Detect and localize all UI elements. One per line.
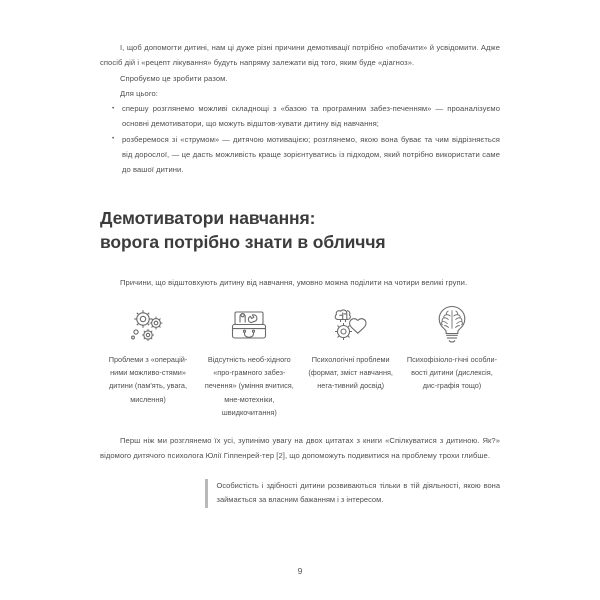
group-caption-3: Психологічні проблеми (формат, зміст навчання, нега-тивний досвід) <box>308 354 393 391</box>
list-item: • спершу розглянемо можливі складнощі з «базою та програмним забез-печенням» — проаналізуємо основні демотиватори, що можуть відштов-хувати дитину від навчання; <box>112 101 500 132</box>
group-column-1 <box>100 304 196 419</box>
group-column-3 <box>303 304 399 419</box>
group-column-2 <box>201 304 297 419</box>
quote-text: Особистість і здібності дитини розвиваються тільки в тій діяльності, якою вона займається за власним бажанням і з інтересом. <box>216 480 500 505</box>
intro-paragraph-3: Для цього: <box>120 88 158 98</box>
quote-accent-bar <box>205 479 208 508</box>
intro-paragraph-1: І, щоб допомогти дитині, нам ці дуже різні причини демотивації потрібно «побачити» й усвідомити. Адже спосіб дій і «рецепт лікування» будуть напряму залежати від того, яким буде «діагноз». <box>100 43 500 68</box>
toolbox-icon <box>226 304 272 344</box>
intro-paragraph-2: Спробуємо це зробити разом. <box>120 73 228 83</box>
after-groups-section <box>100 433 500 464</box>
intro-section <box>100 40 500 178</box>
group-caption-1: Проблеми з «операцій-ними можливо-стями» дитини (пам'ять, увага, мислення) <box>108 354 188 404</box>
chapter-heading <box>100 206 500 254</box>
lead-paragraph: Причини, що відштовхують дитину від навчання, умовно можна поділити на чотири великі групи. <box>120 277 468 287</box>
group-column-4 <box>404 304 500 419</box>
group-icon-row <box>100 304 500 419</box>
lightbulb-brain-icon <box>432 304 472 344</box>
lead-section <box>100 275 500 290</box>
heading-line-2: ворога потрібно знати в обличчя <box>100 231 386 252</box>
heading-line-1: Демотиватори навчання: <box>100 207 316 228</box>
pull-quote <box>205 479 500 508</box>
brain-heart-gear-icon <box>328 304 374 344</box>
gears-icon <box>126 304 170 344</box>
page-number: 9 <box>297 566 303 576</box>
group-caption-4: Психофізіоло-гічні особли-вості дитини (дислексія, дис-графія тощо) <box>406 354 498 391</box>
group-caption-2: Відсутність необ-хідного «про-грамного забез-печення» (уміння вчитися, мне-мотехніки, швидкочитання) <box>204 354 294 417</box>
after-groups-paragraph: Перш ніж ми розглянемо їх усі, зупинімо увагу на двох цитатах з книги «Спілкуватися з дитиною. Як?» відомого дитячого психолога Юлії Гіппенрей-тер [2], що допоможуть подивитися на проблему трохи глибше. <box>100 435 500 461</box>
list-item: • розберемося зі «струмом» — дитячою мотивацією; розглянемо, якою вона буває та чим відрізняється від дорослої, — це дасть можливість краще зорієнтуватись із підходом, який потрібно використати саме до вашої дитини. <box>112 132 500 178</box>
intro-bullet-list <box>100 101 500 177</box>
